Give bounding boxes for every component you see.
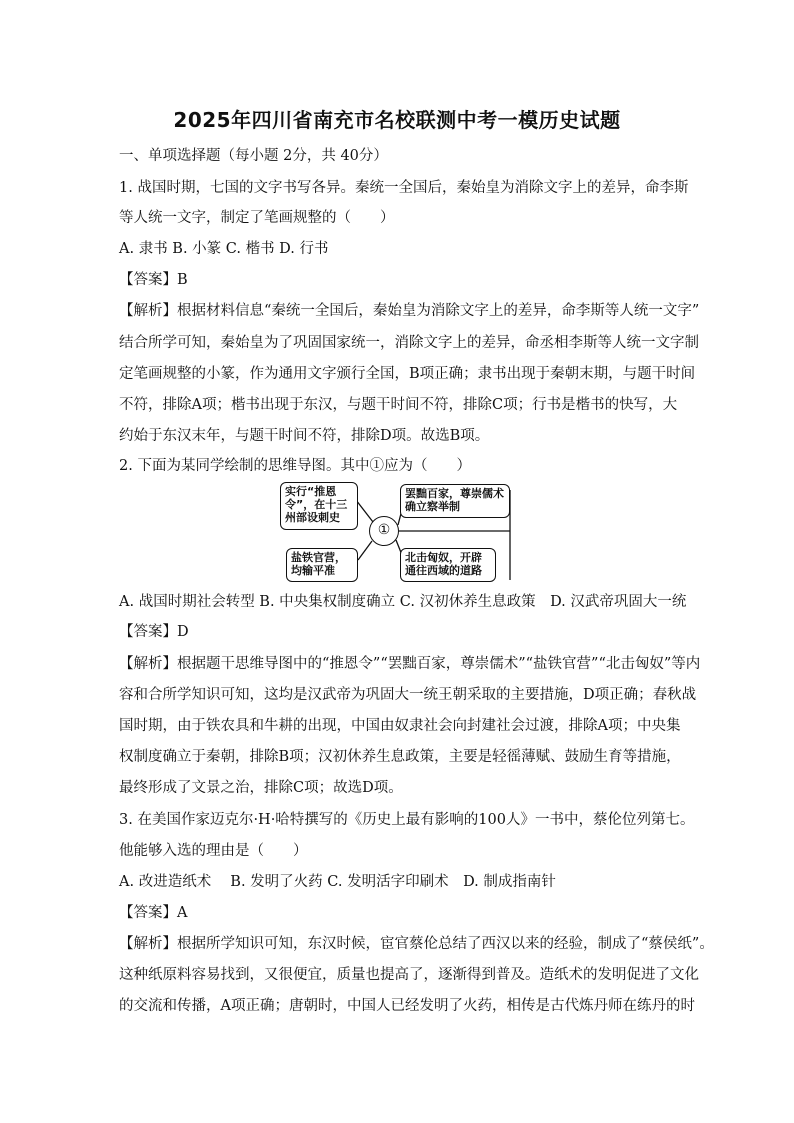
q1-analysis-line-3: 定笔画规整的小篆，作为通用文字颁行全国，B项正确；隶书出现于秦朝末期，与题干时间 <box>119 366 696 382</box>
q1-analysis-line-1: 【解析】根据材料信息“秦统一全国后，秦始皇为消除文字上的差异，命李斯等人统一文字” <box>119 303 700 319</box>
q3-stem-line-1: 3. 在美国作家迈克尔·H·哈特撰写的《历史上最有影响的100人》一书中，蔡伦位列第七。 <box>119 812 695 828</box>
q3-answer: 【答案】A <box>119 905 188 921</box>
q3-analysis-line-3: 的交流和传播，A项正确；唐朝时，中国人已经发明了火药，相传是古代炼丹师在练丹的时 <box>119 998 695 1014</box>
mind-map-node-bottom-right: 北击匈奴，开辟通往西域的道路 <box>400 548 496 582</box>
mind-map-center: ① <box>369 516 399 546</box>
q2-analysis-line-2: 容和合所学知识可知，这均是汉武帝为巩固大一统王朝采取的主要措施，D项正确；春秋战 <box>119 687 697 703</box>
section-heading: 一、单项选择题（每小题 2分，共 40分） <box>119 148 388 164</box>
mind-map-diagram <box>278 480 518 585</box>
q2-analysis-line-3: 国时期，由于铁农具和牛耕的出现，中国由奴隶社会向封建社会过渡，排除A项；中央集 <box>119 718 681 734</box>
mind-map-node-top-right: 罢黜百家，尊崇儒术确立察举制 <box>400 484 510 518</box>
q2-answer: 【答案】D <box>119 624 189 640</box>
q2-analysis-line-4: 权制度确立于秦朝，排除B项；汉初休养生息政策，主要是轻徭薄赋、鼓励生育等措施， <box>119 749 681 765</box>
q3-analysis-line-2: 这种纸原料容易找到，又很便宜，质量也提高了，逐渐得到普及。造纸术的发明促进了文化 <box>119 967 699 983</box>
q1-analysis-line-2: 结合所学可知，秦始皇为了巩固国家统一，消除文字上的差异，命丞相李斯等人统一文字制 <box>119 335 699 351</box>
page-title: 2025年四川省南充市名校联测中考一模历史试题 <box>173 108 621 132</box>
q3-options: A. 改进造纸术 B. 发明了火药 C. 发明活字印刷术 D. 制成指南针 <box>119 874 556 890</box>
q1-options: A. 隶书 B. 小篆 C. 楷书 D. 行书 <box>119 241 329 257</box>
q3-stem-line-2: 他能够入选的理由是（ ） <box>119 843 308 859</box>
mind-map-node-top-left: 实行“推恩令”，在十三州部设刺史 <box>280 482 358 530</box>
mind-map-node-bottom-left: 盐铁官营，均输平准 <box>286 548 358 582</box>
q2-options: A. 战国时期社会转型 B. 中央集权制度确立 C. 汉初休养生息政策 D. 汉武帝巩固大一统 <box>119 594 687 610</box>
q1-analysis-line-4: 不符，排除A项；楷书出现于东汉，与题干时间不符，排除C项；行书是楷书的快写，大 <box>119 397 678 413</box>
q2-analysis-line-1: 【解析】根据题干思维导图中的“推恩令”“罢黜百家，尊崇儒术”“盐铁官营”“北击匈奴”等内 <box>119 656 701 672</box>
q2-analysis-line-5: 最终形成了文景之治，排除C项；故选D项。 <box>119 780 403 796</box>
q2-stem: 2. 下面为某同学绘制的思维导图。其中①应为（ ） <box>119 458 471 474</box>
q1-answer: 【答案】B <box>119 272 188 288</box>
q1-stem-line-2: 等人统一文字，制定了笔画规整的（ ） <box>119 210 395 226</box>
q3-analysis-line-1: 【解析】根据所学知识可知，东汉时候，宦官蔡伦总结了西汉以来的经验，制成了“蔡侯纸”。 <box>119 936 714 952</box>
q1-analysis-line-5: 约始于东汉末年，与题干时间不符，排除D项。故选B项。 <box>119 428 490 444</box>
q1-stem-line-1: 1. 战国时期，七国的文字书写各异。秦统一全国后，秦始皇为消除文字上的差异，命李斯 <box>119 180 689 196</box>
